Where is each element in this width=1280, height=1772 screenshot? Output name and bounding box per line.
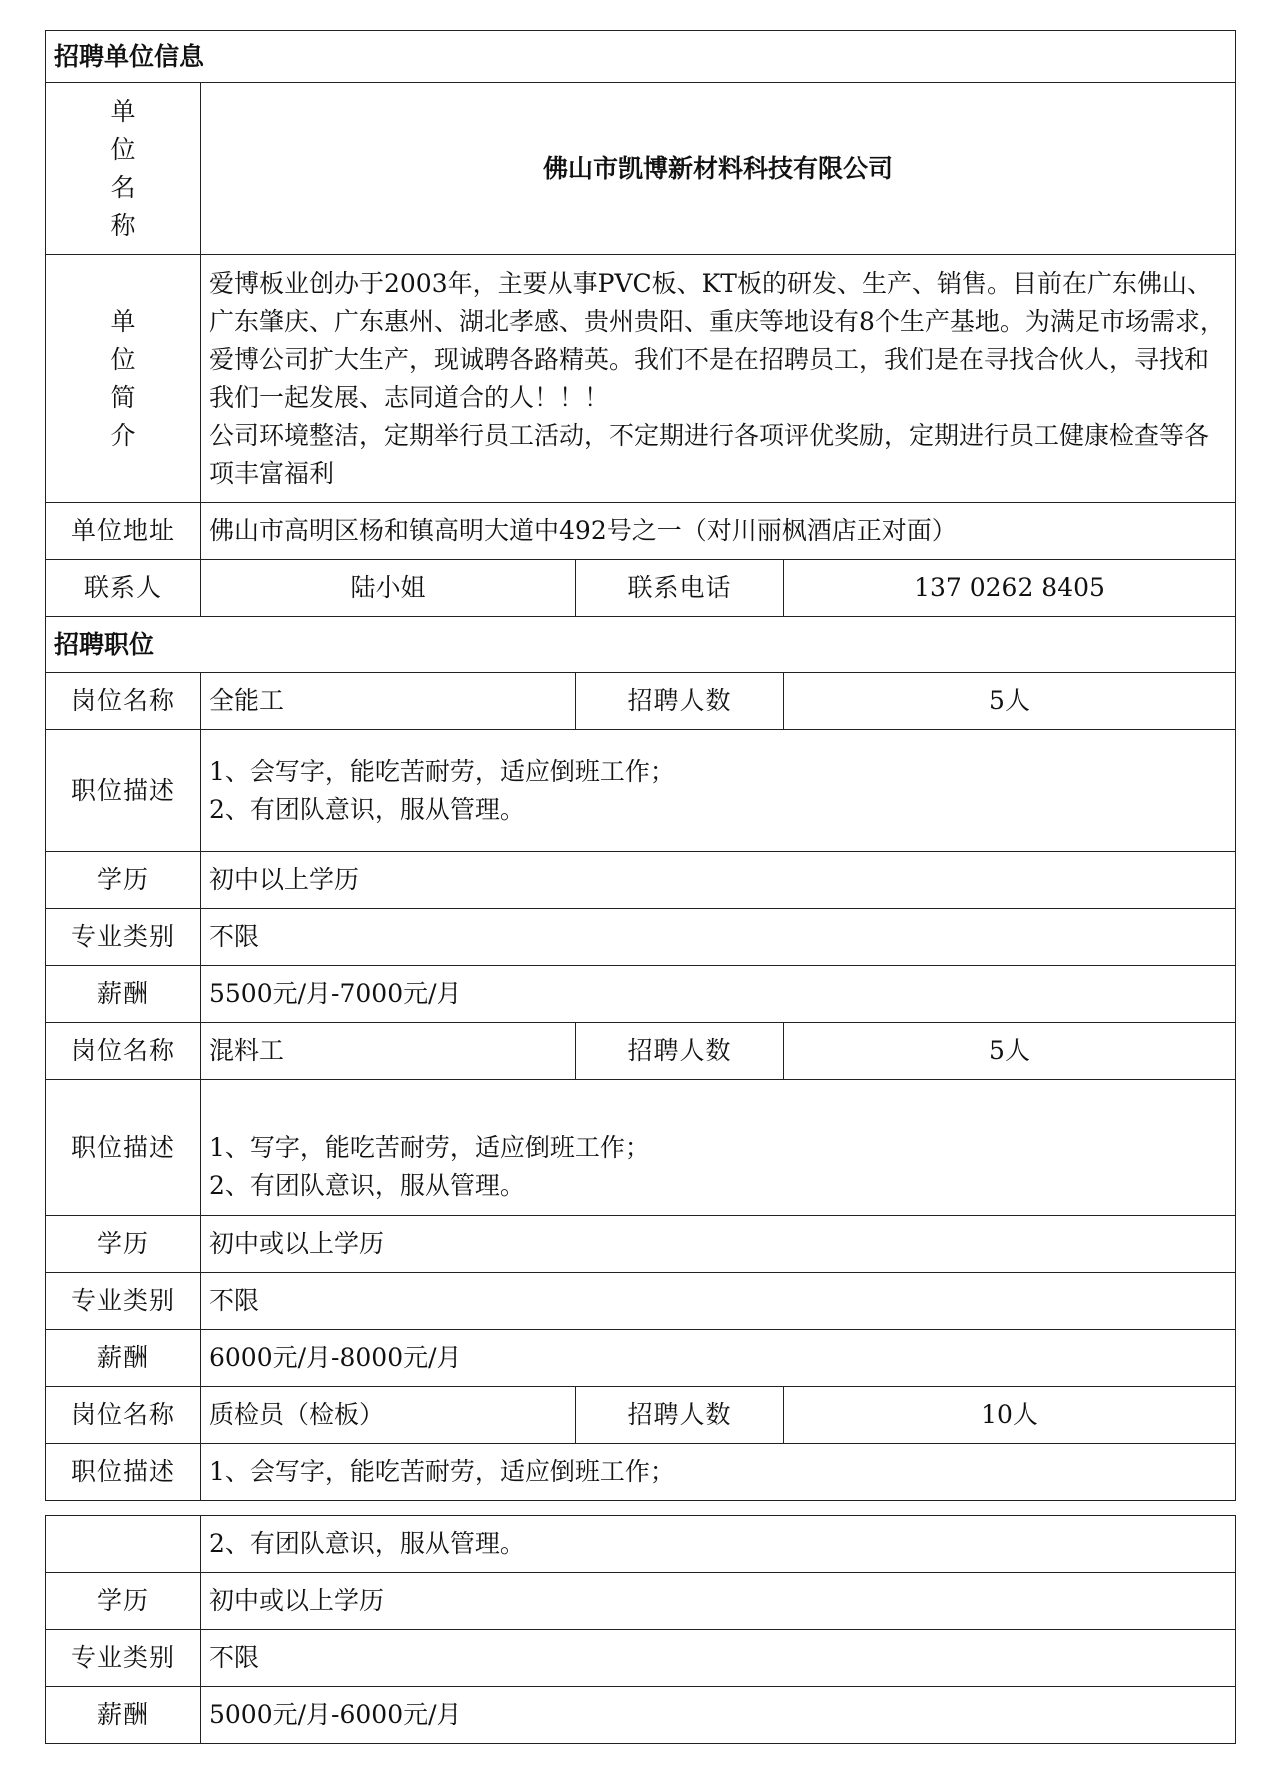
company-intro xyxy=(201,255,1236,503)
recruitment-table-continued xyxy=(45,1515,1236,1744)
job-2-position-value: 混料工 xyxy=(201,1023,576,1080)
job-2-position-label: 岗位名称 xyxy=(46,1023,201,1080)
job-2-salary-label: 薪酬 xyxy=(46,1330,201,1387)
job-1-major-label: 专业类别 xyxy=(46,909,201,966)
job-3-headcount-value: 10人 xyxy=(784,1387,1236,1444)
job-1-education-label: 学历 xyxy=(46,852,201,909)
address-value: 佛山市高明区杨和镇高明大道中492号之一（对川丽枫酒店正对面） xyxy=(201,503,1236,560)
job-1-salary-label: 薪酬 xyxy=(46,966,201,1023)
job-3-salary-label: 薪酬 xyxy=(46,1687,201,1744)
job-1-major-value: 不限 xyxy=(201,909,1236,966)
job-3-education-value: 初中或以上学历 xyxy=(201,1573,1236,1630)
company-name-label: 单位名称 xyxy=(46,83,201,255)
job-1-position-label: 岗位名称 xyxy=(46,673,201,730)
recruitment-table xyxy=(45,30,1236,1501)
job-2-headcount-value: 5人 xyxy=(784,1023,1236,1080)
job-2-headcount-label: 招聘人数 xyxy=(576,1023,784,1080)
phone-value: 137 0262 8405 xyxy=(784,560,1236,617)
job-3-position-value: 质检员（检板） xyxy=(201,1387,576,1444)
job-3-salary-value: 5000元/月-6000元/月 xyxy=(201,1687,1236,1744)
job-1-description-label: 职位描述 xyxy=(46,730,201,852)
job-3-description-label: 职位描述 xyxy=(46,1444,201,1501)
job-2-description xyxy=(201,1080,1236,1216)
job-3-position-label: 岗位名称 xyxy=(46,1387,201,1444)
job-3-major-value: 不限 xyxy=(201,1630,1236,1687)
job-2-major-label: 专业类别 xyxy=(46,1273,201,1330)
job-1-salary-value: 5500元/月-7000元/月 xyxy=(201,966,1236,1023)
company-intro-label: 单位简介 xyxy=(46,255,201,503)
job-1-position-value: 全能工 xyxy=(201,673,576,730)
job-1-headcount-label: 招聘人数 xyxy=(576,673,784,730)
company-name: 佛山市凯博新材料科技有限公司 xyxy=(201,83,1236,255)
job-3-description-line-1: 1、会写字，能吃苦耐劳，适应倒班工作； xyxy=(201,1444,1236,1501)
job-2-salary-value: 6000元/月-8000元/月 xyxy=(201,1330,1236,1387)
job-3-description-label-continued xyxy=(46,1516,201,1573)
job-1-description-line-1: 1、会写字，能吃苦耐劳，适应倒班工作； xyxy=(209,756,675,786)
job-2-description-line-2: 2、有团队意识，服从管理。 xyxy=(209,1171,525,1200)
job-3-headcount-label: 招聘人数 xyxy=(576,1387,784,1444)
job-2-description-line-1: 1、写字，能吃苦耐劳，适应倒班工作； xyxy=(209,1133,650,1162)
job-3-major-label: 专业类别 xyxy=(46,1630,201,1687)
job-3-description-line-2: 2、有团队意识，服从管理。 xyxy=(201,1516,1236,1573)
job-1-description-line-2: 2、有团队意识，服从管理。 xyxy=(209,794,525,824)
job-1-description xyxy=(201,730,1236,852)
job-1-headcount-value: 5人 xyxy=(784,673,1236,730)
job-1-education-value: 初中以上学历 xyxy=(201,852,1236,909)
job-2-major-value: 不限 xyxy=(201,1273,1236,1330)
contact-label: 联系人 xyxy=(46,560,201,617)
job-2-education-value: 初中或以上学历 xyxy=(201,1216,1236,1273)
company-intro-paragraph-1: 爱博板业创办于2003年，主要从事PVC板、KT板的研发、生产、销售。目前在广东佛山、广东肇庆、广东惠州、湖北孝感、贵州贵阳、重庆等地设有8个生产基地。为满足市场需求，爱博公司扩大生产，现诚聘各路精英。我们不是在招聘员工，我们是在寻找合伙人，寻找和我们一起发展、志同道合的人！！！ xyxy=(209,268,1225,412)
job-2-education-label: 学历 xyxy=(46,1216,201,1273)
address-label: 单位地址 xyxy=(46,503,201,560)
job-3-education-label: 学历 xyxy=(46,1573,201,1630)
phone-label: 联系电话 xyxy=(576,560,784,617)
contact-value: 陆小姐 xyxy=(201,560,576,617)
section-title-company-info: 招聘单位信息 xyxy=(46,31,1236,83)
section-title-positions: 招聘职位 xyxy=(46,617,1236,673)
company-intro-paragraph-2: 公司环境整洁，定期举行员工活动，不定期进行各项评优奖励，定期进行员工健康检查等各项丰富福利 xyxy=(209,420,1210,488)
job-2-description-label: 职位描述 xyxy=(46,1080,201,1216)
